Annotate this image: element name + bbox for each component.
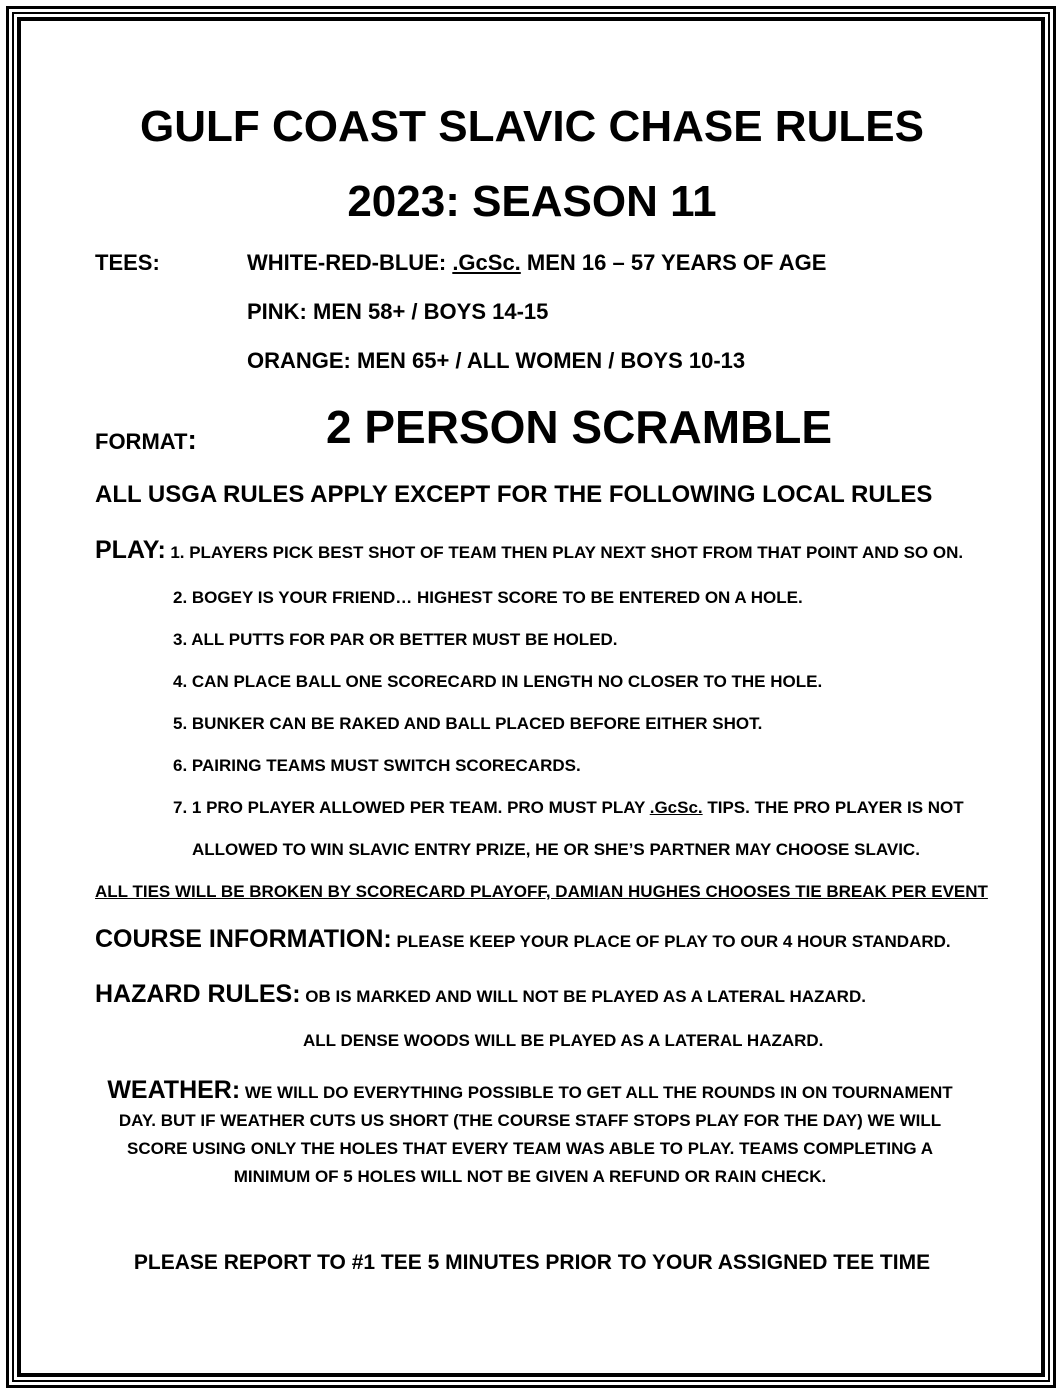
format-value: 2 PERSON SCRAMBLE <box>326 401 833 453</box>
tee-line-orange: ORANGE: MEN 65+ / ALL WOMEN / BOYS 10-13 <box>247 348 746 373</box>
play-rule-5: 5. BUNKER CAN BE RAKED AND BALL PLACED BEFORE EITHER SHOT. <box>173 714 763 733</box>
ties-note: ALL TIES WILL BE BROKEN BY SCORECARD PLAYOFF, DAMIAN HUGHES CHOOSES TIE BREAK PER EVENT <box>95 882 988 901</box>
format-colon: : <box>187 424 197 455</box>
format-label-text: FORMAT <box>95 429 188 454</box>
tee-line-1-pre: WHITE-RED-BLUE: <box>247 250 453 275</box>
course-info-row <box>95 925 951 954</box>
play-rule-3: 3. ALL PUTTS FOR PAR OR BETTER MUST BE HOLED. <box>173 630 618 649</box>
play-rule-7-continued: ALLOWED TO WIN SLAVIC ENTRY PRIZE, HE OR SHE’S PARTNER MAY CHOOSE SLAVIC. <box>192 840 920 859</box>
play-rule-1-row <box>95 536 963 565</box>
tee-line-1-post: MEN 16 – 57 YEARS OF AGE <box>520 250 827 275</box>
report-note: PLEASE REPORT TO #1 TEE 5 MINUTES PRIOR TO YOUR ASSIGNED TEE TIME <box>133 1251 931 1274</box>
tee-line-white-red-blue <box>247 250 826 276</box>
weather-paragraph <box>100 1076 960 1191</box>
play-rule-7-code: .GcSc. <box>649 798 703 817</box>
title-line-1: GULF COAST SLAVIC CHASE RULES <box>140 102 924 151</box>
course-info-label: COURSE INFORMATION: <box>95 925 392 953</box>
tees-label: TEES: <box>95 250 160 275</box>
play-rule-2: 2. BOGEY IS YOUR FRIEND… HIGHEST SCORE TO BE ENTERED ON A HOLE. <box>173 588 803 607</box>
play-rule-6: 6. PAIRING TEAMS MUST SWITCH SCORECARDS. <box>173 756 581 775</box>
weather-text: WE WILL DO EVERYTHING POSSIBLE TO GET ALL THE ROUNDS IN ON TOURNAMENT DAY. BUT IF WEATHER CUTS US SHORT (THE COURSE STAFF STOPS PLAY FOR THE DAY) WE WILL SCORE USING ONLY THE HOLES THAT EVERY TEAM WAS ABLE TO PLAY. TEAMS COMPLETING A MINIMUM OF 5 HOLES WILL NOT BE GIVEN A REFUND OR RAIN CHECK. <box>118 1083 953 1186</box>
tee-line-pink: PINK: MEN 58+ / BOYS 14-15 <box>247 299 549 324</box>
weather-label: WEATHER: <box>107 1076 241 1104</box>
play-rule-7 <box>173 798 964 818</box>
hazard-line-1: OB IS MARKED AND WILL NOT BE PLAYED AS A LATERAL HAZARD. <box>300 987 866 1006</box>
play-label: PLAY: <box>95 536 166 564</box>
hazard-row <box>95 980 866 1009</box>
hazard-line-2: ALL DENSE WOODS WILL BE PLAYED AS A LATERAL HAZARD. <box>303 1031 824 1050</box>
play-rule-1: 1. PLAYERS PICK BEST SHOT OF TEAM THEN PLAY NEXT SHOT FROM THAT POINT AND SO ON. <box>170 543 964 562</box>
usga-note: ALL USGA RULES APPLY EXCEPT FOR THE FOLLOWING LOCAL RULES <box>95 481 933 508</box>
title-line-2: 2023: SEASON 11 <box>347 177 717 226</box>
format-label <box>95 424 197 456</box>
play-rule-4: 4. CAN PLACE BALL ONE SCORECARD IN LENGTH NO CLOSER TO THE HOLE. <box>173 672 823 691</box>
hazard-label: HAZARD RULES: <box>95 980 301 1008</box>
play-rule-7-pre: 7. 1 PRO PLAYER ALLOWED PER TEAM. PRO MUST PLAY <box>173 798 650 817</box>
course-info-text: PLEASE KEEP YOUR PLACE OF PLAY TO OUR 4 HOUR STANDARD. <box>391 932 951 951</box>
play-rule-7-post: TIPS. THE PRO PLAYER IS NOT <box>702 798 964 817</box>
tee-line-1-code: .GcSc. <box>452 250 521 275</box>
